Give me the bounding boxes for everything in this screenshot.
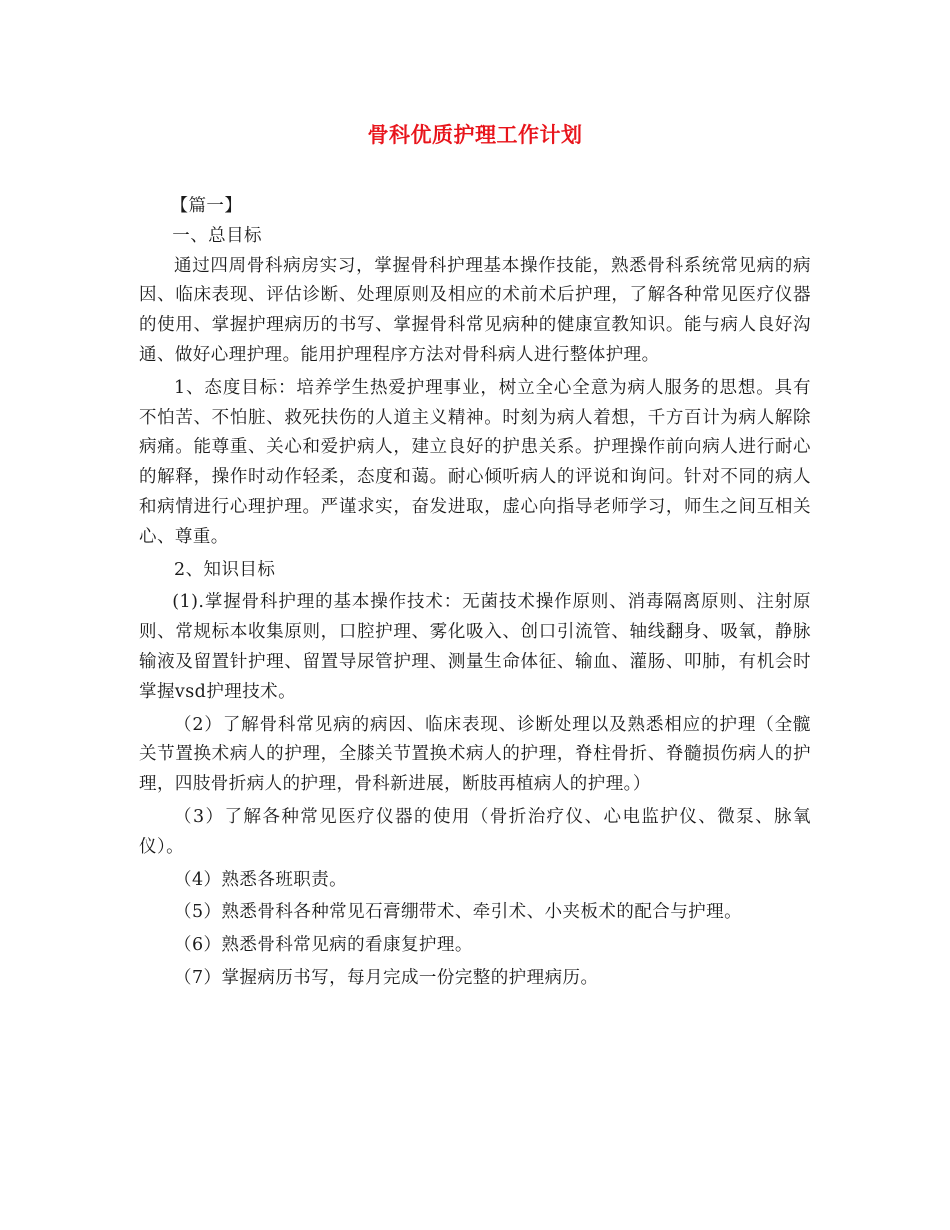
- paragraph-overall-goal: 通过四周骨科病房实习，掌握骨科护理基本操作技能，熟悉骨科系统常见病的病因、临床表现、评估诊断、处理原则及相应的术前术后护理，了解各种常见医疗仪器的使用、掌握护理病历的书写、掌握骨科常见病种的健康宣教知识。能与病人良好沟通、做好心理护理。能用护理程序方法对骨科病人进行整体护理。: [139, 255, 811, 365]
- section-marker: 【篇一】: [170, 196, 243, 216]
- document-title: 骨科优质护理工作计划: [367, 122, 583, 147]
- list-item-4: （4）熟悉各班职责。: [174, 869, 348, 890]
- document-body: [139, 192, 811, 994]
- list-item-3: （3）了解各种常见医疗仪器的使用（骨折治疗仪、心电监护仪、微泵、脉氧仪）。: [139, 806, 811, 857]
- list-item-1: (1).掌握骨科护理的基本操作技术：无菌技术操作原则、消毒隔离原则、注射原则、常规标本收集原则，口腔护理、雾化吸入、创口引流管、轴线翻身、吸氧，静脉输液及留置针护理、留置导尿管护理、测量生命体征、输血、灌肠、叩肺，有机会时掌握vsd护理技术。: [139, 592, 811, 702]
- list-item-5: （5）熟悉骨科各种常见石膏绷带术、牵引术、小夹板术的配合与护理。: [174, 902, 743, 923]
- list-item-6: （6）熟悉骨科常见病的看康复护理。: [174, 935, 473, 956]
- list-item-2: （2）了解骨科常见病的病因、临床表现、诊断处理以及熟悉相应的护理（全髋关节置换术病人的护理，全膝关节置换术病人的护理，脊柱骨折、脊髓损伤病人的护理，四肢骨折病人的护理，骨科新进展，断肢再植病人的护理。）: [139, 714, 811, 795]
- heading-overall-goal: 一、总目标: [172, 225, 262, 246]
- heading-knowledge-goal: 2、知识目标: [174, 559, 276, 580]
- list-item-7: （7）掌握病历书写，每月完成一份完整的护理病历。: [174, 967, 599, 988]
- paragraph-attitude-goal: 1、态度目标：培养学生热爱护理事业，树立全心全意为病人服务的思想。具有不怕苦、不怕脏、救死扶伤的人道主义精神。时刻为病人着想，千方百计为病人解除病痛。能尊重、关心和爱护病人，建立良好的护患关系。护理操作前向病人进行耐心的解释，操作时动作轻柔，态度和蔼。耐心倾听病人的评说和询问。针对不同的病人和病情进行心理护理。严谨求实，奋发进取，虚心向指导老师学习，师生之间互相关心、尊重。: [139, 377, 811, 547]
